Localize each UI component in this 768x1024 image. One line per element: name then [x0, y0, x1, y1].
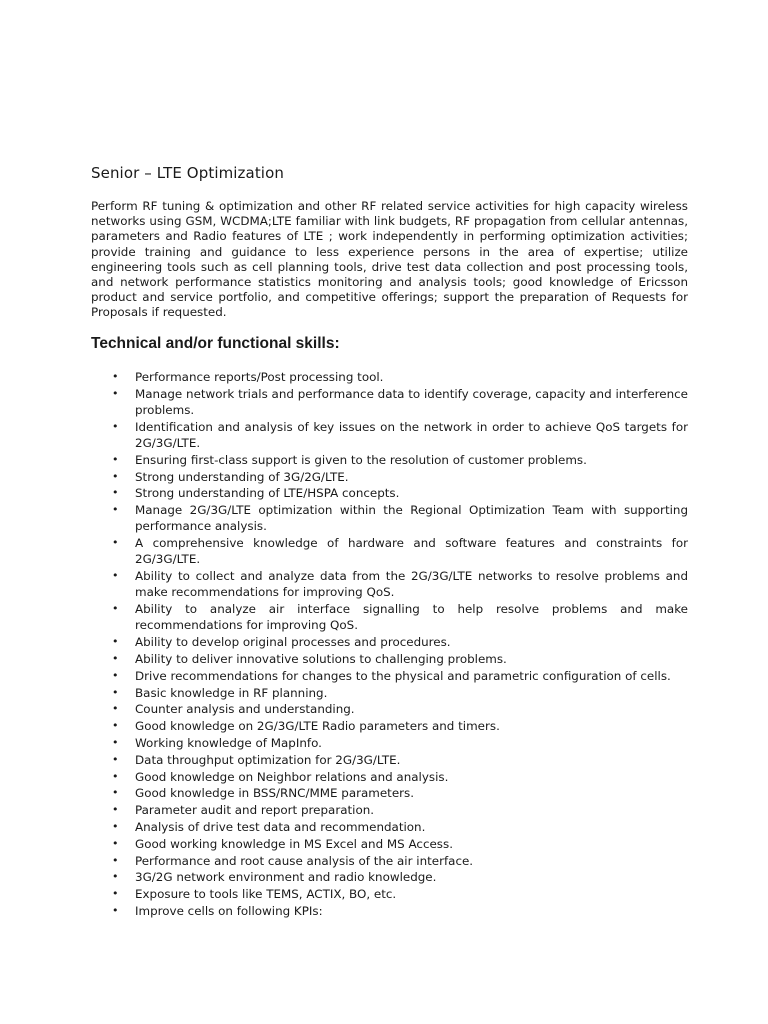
skill-item — [91, 886, 688, 902]
skill-item — [91, 668, 688, 684]
skill-item — [91, 802, 688, 818]
skill-item — [91, 535, 688, 567]
bullet-icon: • — [112, 702, 119, 716]
skill-text: Performance reports/Post processing tool. — [135, 370, 384, 384]
skill-text: Strong understanding of LTE/HSPA concepts. — [135, 486, 400, 501]
skill-item — [91, 785, 688, 801]
bullet-icon: • — [112, 786, 119, 800]
skill-text: Performance and root cause analysis of the air interface. — [135, 853, 474, 868]
skill-text: Drive recommendations for changes to the physical and parametric configuration of cells. — [135, 668, 671, 683]
bullet-icon: • — [112, 735, 119, 749]
skill-item — [91, 452, 688, 468]
skill-item — [91, 685, 688, 701]
bullet-icon: • — [112, 752, 119, 766]
skill-item — [91, 735, 688, 751]
skill-item — [91, 568, 688, 600]
skills-list — [91, 369, 688, 920]
bullet-icon: • — [112, 903, 119, 917]
bullet-icon: • — [112, 870, 119, 884]
bullet-icon: • — [112, 668, 119, 682]
skill-text: Manage 2G/3G/LTE optimization within the Regional Optimization Team with supporting performance analysis. — [135, 503, 688, 534]
skill-item — [91, 502, 688, 534]
skill-text: 3G/2G network environment and radio knowledge. — [135, 870, 437, 885]
bullet-icon: • — [112, 719, 119, 733]
bullet-icon: • — [112, 887, 119, 901]
bullet-icon: • — [112, 819, 119, 833]
skill-item — [91, 752, 688, 768]
skill-item — [91, 836, 688, 852]
bullet-icon: • — [112, 419, 119, 433]
skill-text: Improve cells on following KPIs: — [135, 903, 323, 918]
skill-text: Exposure to tools like TEMS, ACTIX, BO, etc. — [135, 887, 397, 902]
skill-item — [91, 853, 688, 869]
skill-item — [91, 718, 688, 734]
bullet-icon: • — [112, 769, 119, 783]
bullet-icon: • — [112, 651, 119, 665]
bullet-icon: • — [112, 836, 119, 850]
skill-item — [91, 903, 688, 919]
skill-text: Strong understanding of 3G/2G/LTE. — [135, 469, 349, 484]
skill-text: Ability to develop original processes and procedures. — [135, 635, 451, 650]
skill-item — [91, 651, 688, 667]
skill-text: Working knowledge of MapInfo. — [135, 735, 322, 750]
bullet-icon: • — [112, 469, 119, 483]
bullet-icon: • — [112, 602, 119, 616]
skill-text: Good knowledge on Neighbor relations and analysis. — [135, 769, 449, 784]
skill-item — [91, 769, 688, 785]
skill-item — [91, 869, 688, 885]
bullet-icon: • — [112, 569, 119, 583]
skill-text: Ability to collect and analyze data from the 2G/3G/LTE networks to resolve problems and make recommendations for improving QoS. — [135, 569, 688, 600]
document-title: Senior – LTE Optimization — [91, 164, 284, 182]
skill-text: Good knowledge on 2G/3G/LTE Radio parameters and timers. — [135, 719, 500, 734]
skill-text: Data throughput optimization for 2G/3G/LTE. — [135, 752, 401, 767]
skill-item — [91, 386, 688, 418]
bullet-icon: • — [112, 536, 119, 550]
skill-text: Good knowledge in BSS/RNC/MME parameters. — [135, 786, 415, 801]
skill-text: Ability to analyze air interface signalling to help resolve problems and make recommendations for improving QoS. — [135, 602, 688, 633]
bullet-icon: • — [112, 503, 119, 517]
skill-text: Good working knowledge in MS Excel and MS Access. — [135, 836, 453, 851]
bullet-icon: • — [112, 685, 119, 699]
bullet-icon: • — [112, 386, 119, 400]
skill-text: Identification and analysis of key issues on the network in order to achieve QoS targets for 2G/3G/LTE. — [135, 419, 688, 450]
skill-text: Analysis of drive test data and recommendation. — [135, 819, 426, 834]
skill-text: Basic knowledge in RF planning. — [135, 685, 328, 700]
bullet-icon: • — [112, 635, 119, 649]
skill-text: Ability to deliver innovative solutions to challenging problems. — [135, 651, 507, 666]
skill-text: Counter analysis and understanding. — [135, 702, 355, 717]
bullet-icon: • — [112, 486, 119, 500]
bullet-icon: • — [112, 452, 119, 466]
skill-item — [91, 485, 688, 501]
skill-text: Parameter audit and report preparation. — [135, 803, 375, 818]
skill-text: Ensuring first-class support is given to the resolution of customer problems. — [135, 452, 587, 467]
skill-item — [91, 369, 688, 385]
skill-item — [91, 701, 688, 717]
skill-item — [91, 469, 688, 485]
skill-item — [91, 634, 688, 650]
bullet-icon: • — [112, 803, 119, 817]
bullet-icon: • — [112, 370, 119, 383]
bullet-icon: • — [112, 853, 119, 867]
skill-item — [91, 819, 688, 835]
skills-heading: Technical and/or functional skills: — [91, 335, 340, 352]
skill-item — [91, 601, 688, 633]
skill-text: Manage network trials and performance data to identify coverage, capacity and interference problems. — [135, 386, 688, 417]
skill-text: A comprehensive knowledge of hardware and software features and constraints for 2G/3G/LTE. — [135, 536, 688, 567]
skill-item — [91, 419, 688, 451]
intro-paragraph: Perform RF tuning & optimization and other RF related service activities for high capacity wireless networks using GSM, WCDMA;LTE familiar with link budgets, RF propagation from cellular antennas, parameters and Radio features of LTE ; work independently in performing optimization activities; provide training and guidance to less experience persons in the area of expertise; utilize engineering tools such as cell planning tools, drive test data collection and post processing tools, and network performance statistics monitoring and analysis tools; good knowledge of Ericsson product and service portfolio, and competitive offerings; support the preparation of Requests for Proposals if requested. — [91, 199, 688, 320]
